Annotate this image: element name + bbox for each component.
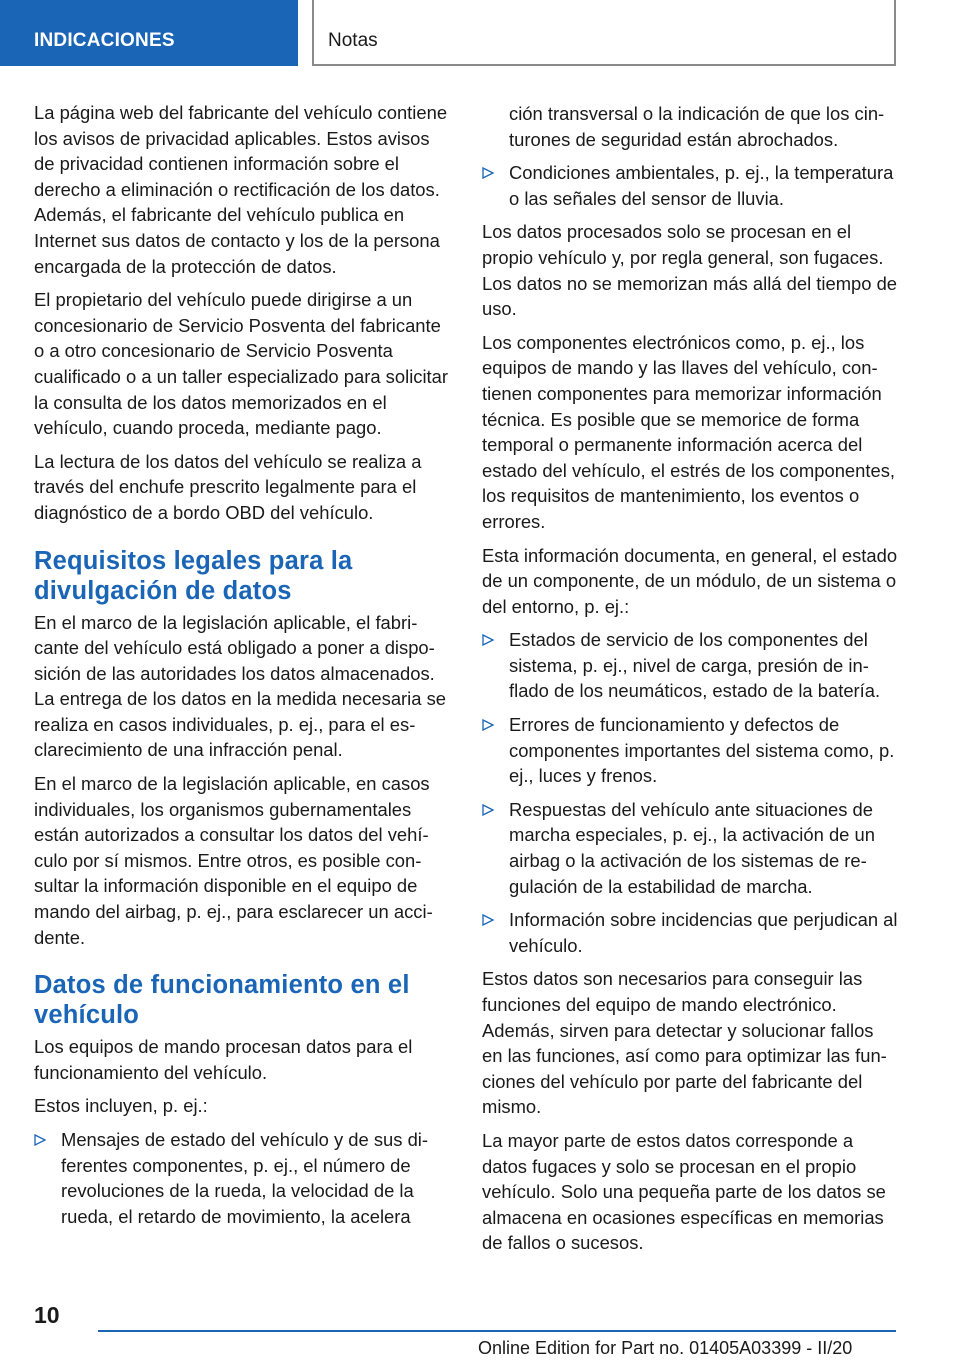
triangle-right-outline-icon <box>482 719 494 731</box>
paragraph: Los componentes electrónicos como, p. ej., los equipos de mando y las llaves del vehículo, contienen componentes para memorizar información técnica. Es posible que se memorice de forma temporal o permanente información acerca del estado del vehículo, el estrés de los componentes, los requisitos de mantenimiento, los eventos o errores. <box>482 331 896 532</box>
list-item <box>34 1127 450 1229</box>
chapter-tab: INDICACIONES <box>0 0 298 66</box>
left-column <box>34 100 450 1237</box>
footer-edition: Online Edition for Part no. 01405A03399 - II/20 <box>478 1338 853 1358</box>
paragraph: Los equipos de mando procesan datos para el funcionamiento del vehículo. <box>34 1036 413 1083</box>
paragraph: Los datos procesados solo se procesan en el propio vehículo y, por regla general, son fugaces. Los datos no se memorizan más allá del tiempo de uso. <box>482 221 898 320</box>
paragraph: El propietario del vehículo puede dirigirse a un concesionario de Servicio Posventa del fabricante o a otro concesionario de Servicio Posventa cualificado o a un taller especializado para solicitar la consulta de los datos memorizados en el vehículo, cuando proceda, mediante pago. <box>34 289 449 439</box>
list-item <box>482 160 898 211</box>
list-item-text: Errores de funcionamiento y defectos de componentes importantes del sistema como, p. ej., luces y frenos. <box>509 714 895 787</box>
list-item-text: Estados de servicio de los componentes del sistema, p. ej., nivel de carga, presión de inflado de los neumáticos, estado de la batería. <box>509 629 881 702</box>
list-item <box>482 627 898 704</box>
list-item-text: Respuestas del vehículo ante situaciones de marcha especiales, p. ej., la activación de un airbag o la activación de los sistemas de regulación de la estabilidad de marcha. <box>509 798 875 897</box>
heading-requisitos-legales: Requisitos legales para la divulgación de datos <box>34 546 353 605</box>
triangle-right-outline-icon <box>482 914 494 926</box>
list-item-text: Mensajes de estado del vehículo y de sus diferentes componentes, p. ej., el número de revoluciones de la rueda, la velocidad de la rueda, el retardo de movimiento, la acelera <box>61 1129 429 1227</box>
triangle-right-outline-icon <box>34 1134 46 1146</box>
list-item <box>482 712 898 789</box>
paragraph: En el marco de la legislación aplicable, el fabricante del vehículo está obligado a poner a disposición de las autoridades los datos almacenados. La entrega de los datos en la medida necesaria se realiza en casos individuales, p. ej., para el esclarecimiento de una infracción penal. <box>34 611 447 761</box>
list-item-continuation: ción transversal o la indicación de que los cinturones de seguridad están abrochados. <box>509 103 885 150</box>
paragraph: La lectura de los datos del vehículo se realiza a través del enchufe prescrito legalmente para el diagnóstico de a bordo OBD del vehículo. <box>34 450 422 523</box>
paragraph: La página web del fabricante del vehículo contiene los avisos de privacidad aplicables. Estos avisos de privacidad contienen información sobre el derecho a eliminación o rectificación de los datos. Además, el fabricante del vehículo publica en Internet sus datos de contacto y los de la persona encargada de la protección de datos. <box>34 102 448 277</box>
footer-divider <box>98 1330 896 1332</box>
list-item-text: Información sobre incidencias que perjudican al vehículo. <box>509 909 898 956</box>
triangle-right-outline-icon <box>482 804 494 816</box>
list-item <box>482 907 898 958</box>
heading-datos-funcionamiento: Datos de funcionamiento en el vehículo <box>34 971 410 1030</box>
list-item <box>482 797 898 899</box>
paragraph: La mayor parte de estos datos corresponde a datos fugaces y solo se procesan en el propio vehículo. Solo una pequeña parte de los datos se almacena en ocasiones específicas en memorias de fallos o sucesos. <box>482 1129 886 1254</box>
page-header <box>0 0 960 66</box>
page-number: 10 <box>34 1302 60 1328</box>
paragraph: Estos incluyen, p. ej.: <box>34 1095 208 1117</box>
paragraph: En el marco de la legislación aplicable, en casos individuales, los organismos gubernamentales están autorizados a consultar los datos del vehículo por sí mismos. Entre otros, es posible consultar la información disponible en el equipo de mando del airbag, p. ej., para esclarecer un accidente. <box>34 773 433 948</box>
triangle-right-outline-icon <box>482 634 494 646</box>
paragraph: Estos datos son necesarios para conseguir las funciones del equipo de mando electrónico. Además, sirven para detectar y solucionar fallos en las funciones, así como para optimizar las funciones del vehículo por parte del fabricante del mismo. <box>482 968 887 1118</box>
paragraph: Esta información documenta, en general, el estado de un componente, de un módulo, de un sistema o del entorno, p. ej.: <box>482 544 898 617</box>
list-item-text: Condiciones ambientales, p. ej., la temperatura o las señales del sensor de lluvia. <box>509 162 894 209</box>
section-title: Notas <box>312 0 896 66</box>
triangle-right-outline-icon <box>482 167 494 179</box>
right-column <box>482 101 898 1264</box>
